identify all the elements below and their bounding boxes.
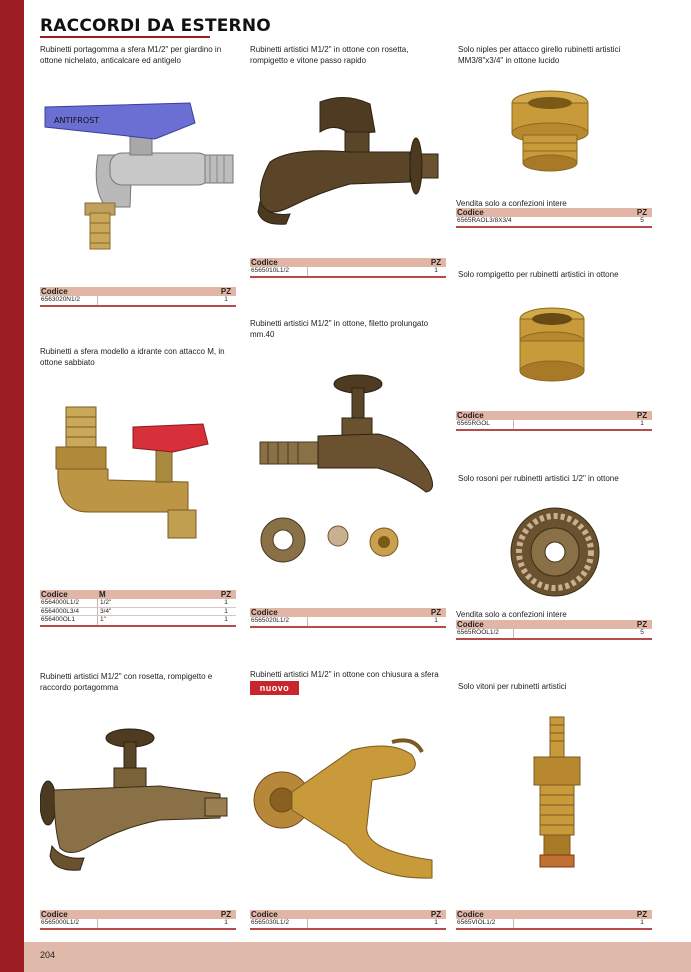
page-title: RACCORDI DA ESTERNO bbox=[40, 16, 271, 36]
table-row: 6565ROOL1/2 5 bbox=[457, 629, 644, 636]
product-description: Rubinetti artistici M1/2" in ottone con chiusura a sfera bbox=[250, 670, 439, 679]
product-description: Solo vitoni per rubinetti artistici bbox=[458, 682, 567, 691]
product-description: Solo rosoni per rubinetti artistici 1/2" in ottone bbox=[458, 474, 619, 483]
table-row: 6565VIOL1/2 1 bbox=[457, 919, 644, 926]
footer-band bbox=[24, 942, 691, 972]
table-header: Codice PZ bbox=[250, 608, 446, 617]
product-description: Solo niples per attacco girello rubinetti artistici MM3/8"x3/4" in ottone lucido bbox=[458, 45, 621, 65]
table-row: 6565RGOL 1 bbox=[457, 420, 644, 427]
title-underline bbox=[40, 36, 210, 38]
product-table bbox=[456, 620, 652, 640]
left-accent-bar bbox=[0, 0, 24, 972]
product-table bbox=[456, 208, 652, 228]
table-row: 6565010L1/2 1 bbox=[251, 267, 438, 274]
product-description: Rubinetti portagomma a sfera M1/2" per giardino in ottone nichelato, anticalcare ed antigelo bbox=[40, 45, 222, 65]
table-header: Codice PZ bbox=[40, 287, 236, 296]
table-row: 6565000L1/2 1 bbox=[41, 919, 228, 926]
artistic-tap-rosette-image bbox=[250, 92, 445, 232]
table-row: 6563020N1/2 1 bbox=[41, 296, 228, 303]
handle-label: ANTIFROST bbox=[54, 116, 100, 125]
table-header: Codice PZ bbox=[456, 208, 652, 217]
table-header: Codice PZ bbox=[456, 910, 652, 919]
product-description: Rubinetti artistici M1/2" in ottone, filetto prolungato mm.40 bbox=[250, 319, 429, 339]
sales-note: Vendita solo a confezioni intere bbox=[456, 199, 567, 208]
artistic-tap-hose-image bbox=[40, 728, 230, 878]
product-table bbox=[250, 910, 446, 930]
table-row: 6565020L1/2 1 bbox=[251, 617, 438, 624]
table-header: Codice PZ bbox=[456, 411, 652, 420]
sales-note: Vendita solo a confezioni intere bbox=[456, 610, 567, 619]
table-header: Codice PZ bbox=[250, 258, 446, 267]
product-description: Rubinetti artistici M1/2" con rosetta, rompigetto e raccordo portagomma bbox=[40, 672, 213, 692]
product-table bbox=[40, 590, 236, 627]
artistic-tap-ball-image bbox=[252, 730, 442, 880]
product-table bbox=[456, 411, 652, 431]
flow-regulator-image bbox=[512, 305, 592, 387]
table-header: Codice PZ bbox=[40, 910, 236, 919]
table-row: 6564000L3/4 3/4" 1 bbox=[40, 608, 236, 617]
product-description: Rubinetti a sfera modello a idrante con attacco M, in ottone sabbiato bbox=[40, 347, 225, 367]
product-table bbox=[40, 910, 236, 930]
hydrant-ball-valve-image bbox=[48, 402, 218, 542]
table-row: 6565RAOL3/8X3/4 5 bbox=[457, 217, 644, 224]
table-row: 6564000L1/2 1/2" 1 bbox=[40, 599, 236, 608]
page-number: 204 bbox=[40, 950, 56, 960]
nipple-fitting-image bbox=[505, 85, 595, 175]
product-table bbox=[250, 608, 446, 628]
product-table bbox=[40, 287, 236, 307]
table-row: 656400OL1 1" 1 bbox=[41, 616, 228, 623]
garden-tap-image bbox=[40, 95, 240, 255]
product-table bbox=[250, 258, 446, 278]
product-description: Rubinetti artistici M1/2" in ottone con rosetta, rompigetto e vitone passo rapido bbox=[250, 45, 409, 65]
table-header: Codice PZ bbox=[456, 620, 652, 629]
table-header: Codice M PZ bbox=[40, 590, 236, 599]
artistic-tap-long-thread-image bbox=[258, 370, 443, 570]
rosette-image bbox=[508, 505, 603, 600]
product-table bbox=[456, 910, 652, 930]
tap-spindle-image bbox=[520, 715, 595, 880]
new-badge: nuovo bbox=[250, 681, 299, 695]
product-description: Solo rompigetto per rubinetti artistici in ottone bbox=[458, 270, 619, 279]
table-header: Codice PZ bbox=[250, 910, 446, 919]
table-row: 6565030L1/2 1 bbox=[251, 919, 438, 926]
